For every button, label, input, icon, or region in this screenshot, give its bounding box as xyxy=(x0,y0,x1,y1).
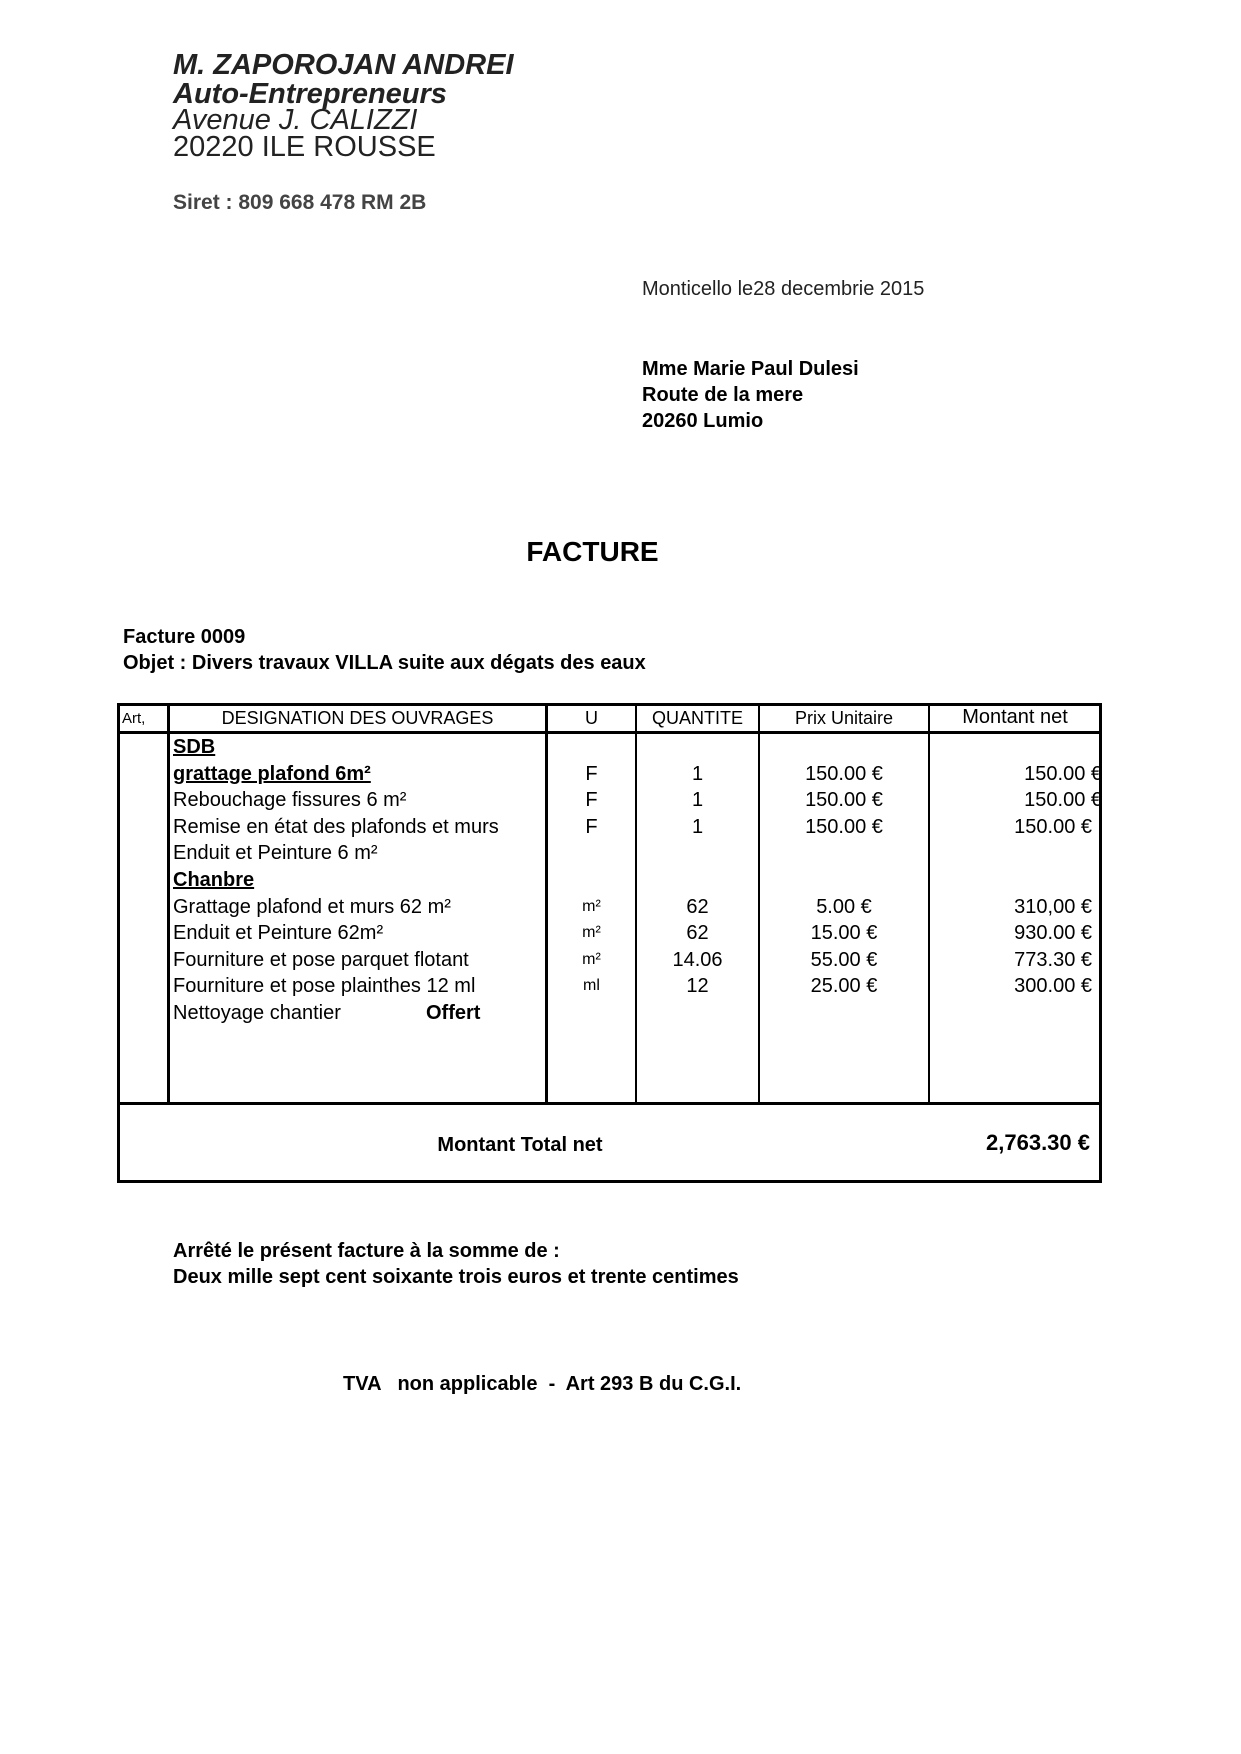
sender-status: Auto-Entrepreneurs xyxy=(173,78,447,110)
row-amount: 150.00 € xyxy=(1024,762,1102,785)
row-amount: 150.00 € xyxy=(1024,789,1102,812)
row-unit-price: 150.00 € xyxy=(805,789,883,812)
row-designation: Enduit et Peinture 62m² xyxy=(173,922,384,945)
tva-note: TVA non applicable - Art 293 B du C.G.I. xyxy=(343,1373,742,1395)
row-designation: Fourniture et pose plainthes 12 ml xyxy=(173,975,476,998)
row-amount: 310,00 € xyxy=(1014,895,1092,918)
row-quantity: 1 xyxy=(691,762,704,785)
document-title: FACTURE xyxy=(526,536,659,567)
row-unit: m² xyxy=(582,924,601,942)
invoice-number: Facture 0009 xyxy=(123,626,246,648)
row-unit-price: 55.00 € xyxy=(810,948,878,971)
row-quantity: 12 xyxy=(686,975,709,998)
row-unit-price: 150.00 € xyxy=(805,815,883,838)
header-unit-price: Prix Unitaire xyxy=(794,708,894,728)
row-designation: Grattage plafond et murs 62 m² xyxy=(173,895,451,918)
header-designation: DESIGNATION DES OUVRAGES xyxy=(221,708,494,728)
total-label: Montant Total net xyxy=(437,1134,603,1156)
row-unit: m² xyxy=(582,950,601,968)
sender-city: 20220 ILE ROUSSE xyxy=(173,131,436,163)
recipient-city: 20260 Lumio xyxy=(642,410,764,432)
row-designation: Chanbre xyxy=(173,869,255,891)
row-designation: Remise en état des plafonds et murs xyxy=(173,815,499,838)
row-unit: F xyxy=(585,815,598,838)
header-quantity: QUANTITE xyxy=(651,708,743,728)
sender-siret: Siret : 809 668 478 RM 2B xyxy=(173,191,427,214)
row-amount: 773.30 € xyxy=(1014,948,1092,971)
row-quantity: 62 xyxy=(686,895,709,918)
row-quantity: 62 xyxy=(686,922,709,945)
row-unit: F xyxy=(585,789,598,812)
row-unit: ml xyxy=(583,977,600,995)
date-line: Monticello le28 decembrie 2015 xyxy=(642,278,925,300)
row-designation: Rebouchage fissures 6 m² xyxy=(173,789,407,812)
header-amount: Montant net xyxy=(962,706,1068,728)
invoice-object: Objet : Divers travaux VILLA suite aux dégats des eaux xyxy=(123,652,646,674)
row-unit: m² xyxy=(582,897,601,915)
row-unit-price: 150.00 € xyxy=(805,762,883,785)
row-designation: Fourniture et pose parquet flotant xyxy=(173,948,469,971)
recipient-name: Mme Marie Paul Dulesi xyxy=(642,358,859,380)
row-note: Offert xyxy=(426,1002,481,1024)
row-unit-price: 5.00 € xyxy=(816,895,872,918)
row-amount: 930.00 € xyxy=(1014,922,1092,945)
row-quantity: 14.06 xyxy=(672,948,723,971)
row-amount: 300.00 € xyxy=(1014,975,1092,998)
row-quantity: 1 xyxy=(691,789,704,812)
row-designation: Enduit et Peinture 6 m² xyxy=(173,842,378,865)
header-art: Art, xyxy=(122,710,146,727)
row-unit: F xyxy=(585,762,598,785)
sender-name: M. ZAPOROJAN ANDREI xyxy=(173,49,514,81)
row-amount: 150.00 € xyxy=(1014,815,1092,838)
sender-street: Avenue J. CALIZZI xyxy=(173,104,418,136)
row-designation: SDB xyxy=(173,736,216,758)
header-unit: U xyxy=(585,708,598,728)
row-designation: Nettoyage chantier xyxy=(173,1002,341,1024)
amount-words: Deux mille sept cent soixante trois euros et trente centimes xyxy=(173,1266,739,1288)
invoice-table xyxy=(117,703,1102,1183)
row-designation: grattage plafond 6m² xyxy=(173,762,371,785)
row-unit-price: 15.00 € xyxy=(810,922,878,945)
recipient-street: Route de la mere xyxy=(642,384,804,406)
row-unit-price: 25.00 € xyxy=(810,975,878,998)
total-value: 2,763.30 € xyxy=(986,1130,1090,1155)
amount-words-label: Arrêté le présent facture à la somme de : xyxy=(173,1240,560,1262)
row-quantity: 1 xyxy=(691,815,704,838)
